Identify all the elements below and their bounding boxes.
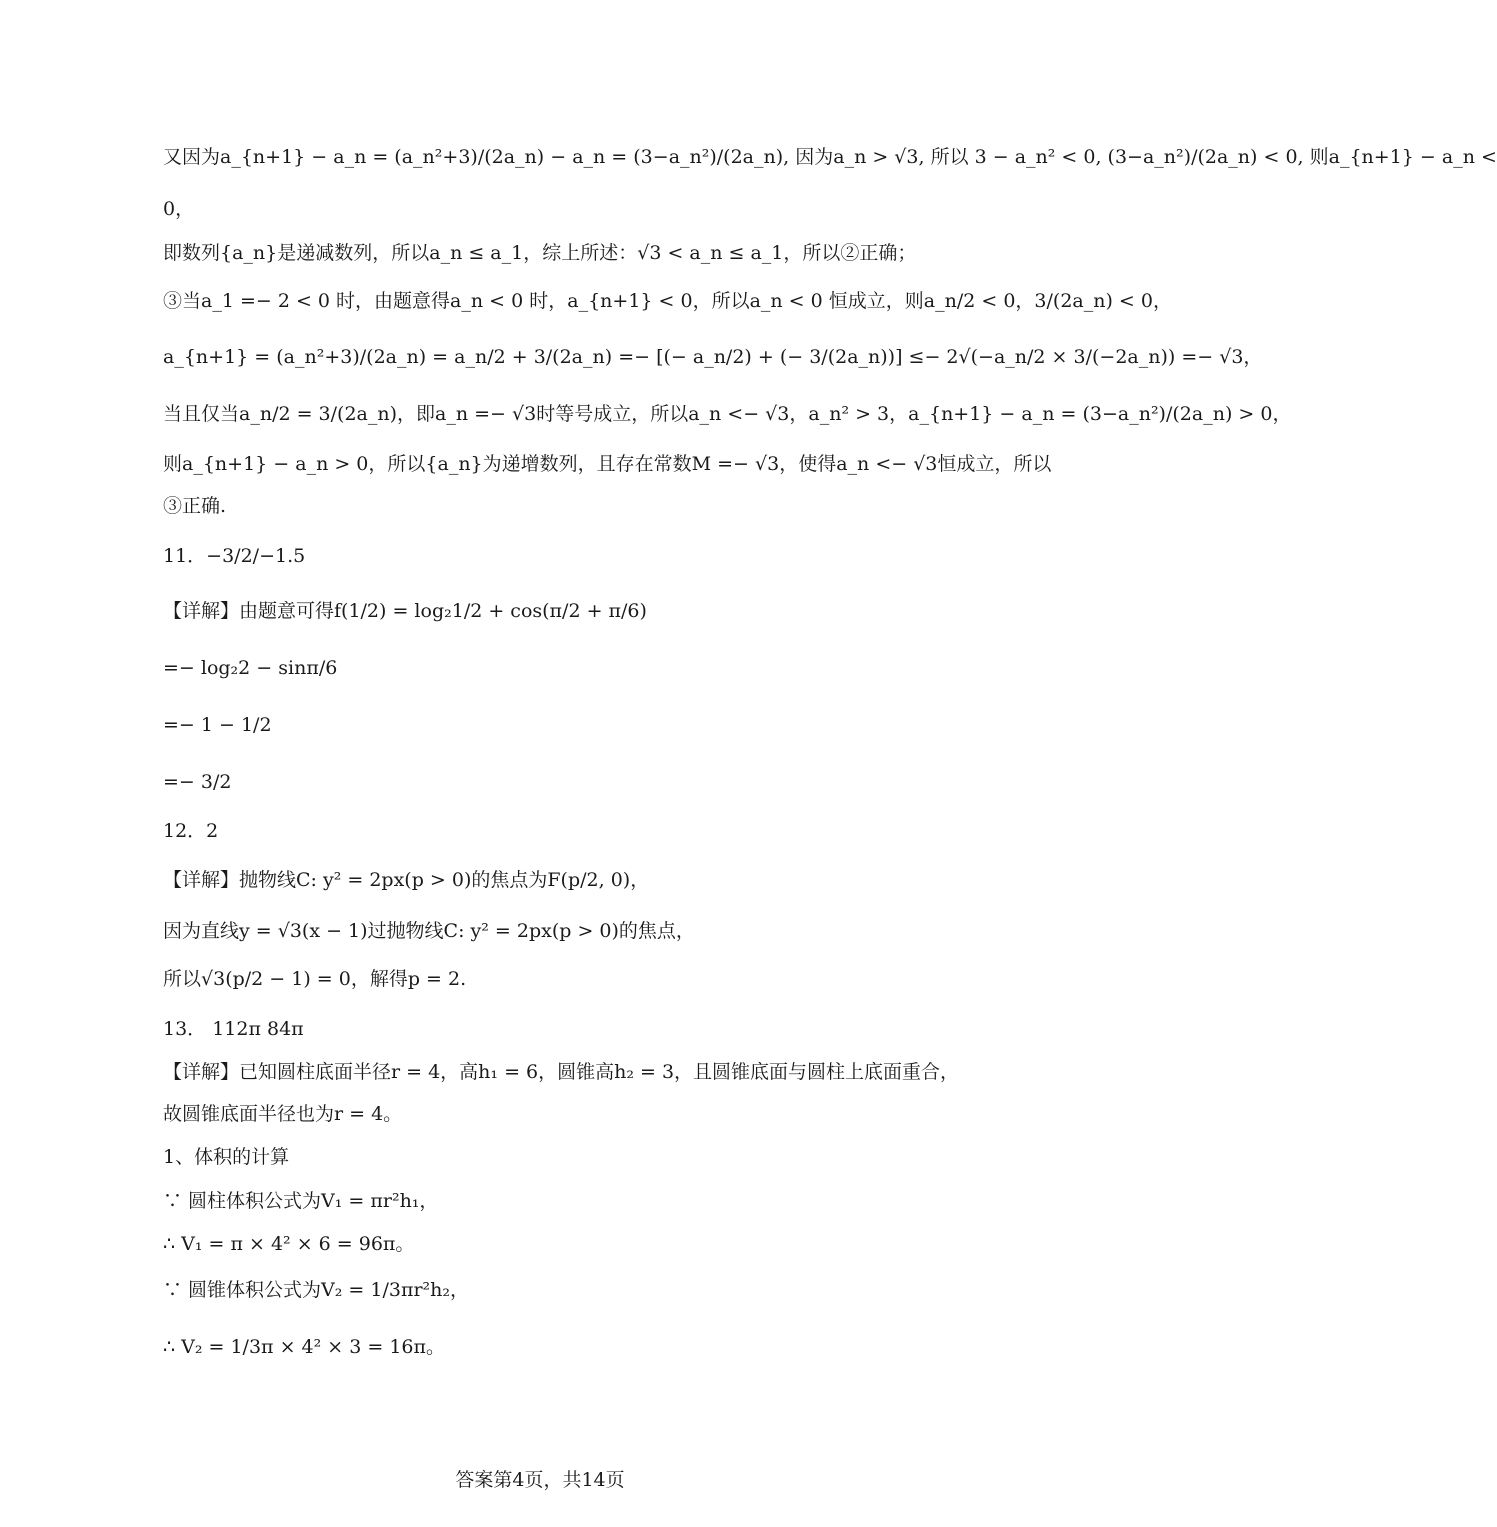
text-line: 又因为a_{n+1} − a_n = (a_n²+3)/(2a_n) − a_n = (3−a_n²)/(2a_n), 因为a_n > √3, 所以 3 − a_n² < 0, (3−a_n²)/(2a_n) < 0, 则a_{n+1} − a_n < xyxy=(163,146,1497,168)
text-line: 【详解】已知圆柱底面半径r = 4，高h₁ = 6，圆锥高h₂ = 3，且圆锥底面与圆柱上底面重合， xyxy=(163,1061,960,1083)
answer-number: 11．−3/2/−1.5 xyxy=(163,545,306,567)
text-line: 当且仅当a_n/2 = 3/(2a_n)，即a_n =− √3时等号成立，所以a_n <− √3，a_n² > 3，a_{n+1} − a_n = (3−a_n²)/(2a_n) > 0， xyxy=(163,403,1292,425)
text-line: 因为直线y = √3(x − 1)过抛物线C: y² = 2px(p > 0)的焦点， xyxy=(163,920,695,942)
text-line: =− 3/2 xyxy=(163,771,232,793)
text-line: ∴ V₂ = 1/3π × 4² × 3 = 16π。 xyxy=(163,1336,445,1358)
text-line: a_{n+1} = (a_n²+3)/(2a_n) = a_n/2 + 3/(2a_n) =− [(− a_n/2) + (− 3/(2a_n))] ≤− 2√(−a_n/2 × 3/(−2a_n)) =− √3， xyxy=(163,346,1263,368)
text-line: 0， xyxy=(163,198,195,220)
section-heading: 1、体积的计算 xyxy=(163,1146,290,1168)
text-line: 即数列{a_n}是递减数列，所以a_n ≤ a_1，综上所述：√3 < a_n ≤ a_1，所以②正确； xyxy=(163,242,917,264)
text-line: =− log₂2 − sinπ/6 xyxy=(163,657,338,679)
text-line: ∴ V₁ = π × 4² × 6 = 96π。 xyxy=(163,1233,415,1255)
answer-number: 12．2 xyxy=(163,820,219,842)
text-line: 故圆锥底面半径也为r = 4。 xyxy=(163,1103,403,1125)
text-line: =− 1 − 1/2 xyxy=(163,714,272,736)
text-line: 则a_{n+1} − a_n > 0，所以{a_n}为递增数列，且存在常数M =− √3，使得a_n <− √3恒成立，所以 xyxy=(163,453,1052,475)
answer-number: 13． 112π 84π xyxy=(163,1018,304,1040)
text-line: 【详解】由题意可得f(1/2) = log₂1/2 + cos(π/2 + π/6) xyxy=(163,600,647,622)
text-line: 所以√3(p/2 − 1) = 0，解得p = 2. xyxy=(163,968,467,990)
text-line: 【详解】抛物线C: y² = 2px(p > 0)的焦点为F(p/2, 0)， xyxy=(163,869,650,891)
text-line: ∵ 圆柱体积公式为V₁ = πr²h₁， xyxy=(163,1190,439,1212)
text-line: ∵ 圆锥体积公式为V₂ = 1/3πr²h₂， xyxy=(163,1279,469,1301)
text-line: ③正确. xyxy=(163,495,227,517)
page-footer: 答案第4页，共14页 xyxy=(455,1469,625,1491)
text-line: ③当a_1 =− 2 < 0 时，由题意得a_n < 0 时，a_{n+1} < 0，所以a_n < 0 恒成立，则a_n/2 < 0，3/(2a_n) < 0， xyxy=(163,290,1172,312)
